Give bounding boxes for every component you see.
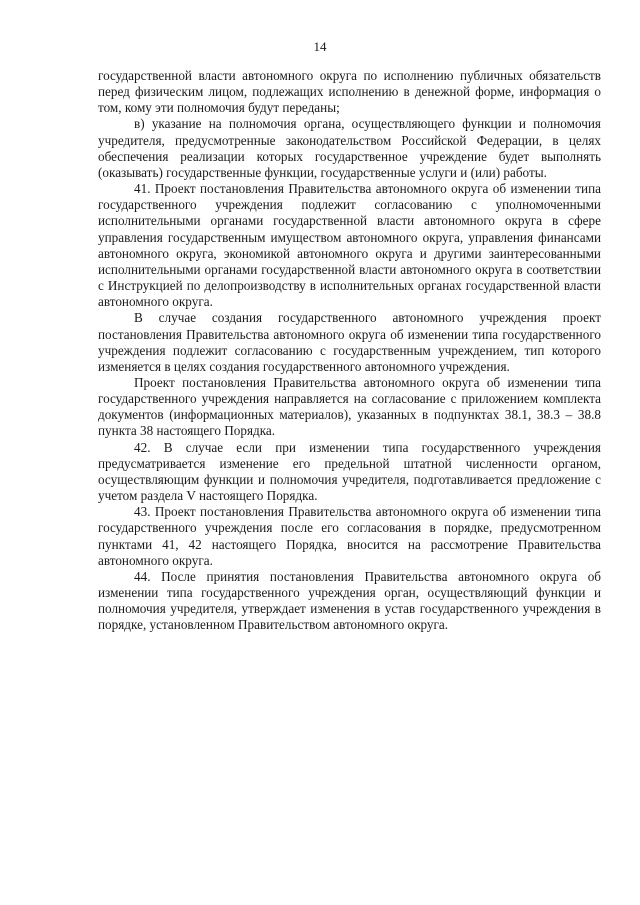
paragraph-41-approval: Проект постановления Правительства автономного округа об изменении типа государственного учреждения направляется на согласование с приложением комплекта документов (информационных материалов), указанных в подпунктах 38.1, 38.3 – 38.8 пункта 38 настоящего Порядка. (98, 374, 601, 439)
paragraph-41-autonomous: В случае создания государственного автономного учреждения проект постановления Правительства автономного округа об изменении типа государственного учреждения подлежит согласованию с государственным учреждением, тип которого изменяется в целях создания государственного автономного учреждения. (98, 310, 601, 374)
page-number: 14 (313, 39, 327, 54)
document-body (98, 68, 601, 633)
paragraph-41: 41. Проект постановления Правительства автономного округа об изменении типа государственного учреждения подлежит согласованию с уполномоченными исполнительными органами государственной власти автономного округа в сфере управления государственным имуществом автономного округа, управления финансами автономного округа, экономикой автономного округа и другими заинтересованными исполнительными органами государственной власти автономного округа в соответствии с Инструкцией по делопроизводству в исполнительных органах государственной власти автономного округа. (98, 181, 601, 310)
paragraph-44: 44. После принятия постановления Правительства автономного округа об изменении типа государственного учреждения орган, осуществляющий функции и полномочия учредителя, утверждает изменения в устав государственного учреждения в порядке, установленном Правительством автономного округа. (98, 568, 601, 633)
paragraph-42: 42. В случае если при изменении типа государственного учреждения предусматривается изменение его предельной штатной численности органом, осуществляющим функции и полномочия учредителя, подготавливается предложение с учетом раздела V настоящего Порядка. (98, 439, 601, 504)
paragraph-43: 43. Проект постановления Правительства автономного округа об изменении типа государственного учреждения после его согласования в порядке, предусмотренном пунктами 41, 42 настоящего Порядка, вносится на рассмотрение Правительства автономного округа. (98, 504, 601, 568)
paragraph-continuation: государственной власти автономного округа по исполнению публичных обязательств перед физическим лицом, подлежащих исполнению в денежной форме, информация о том, кому эти полномочия будут переданы; (98, 68, 601, 116)
paragraph-item-v: в) указание на полномочия органа, осуществляющего функции и полномочия учредителя, предусмотренные законодательством Российской Федерации, в целях обеспечения реализации которых государственное учреждение будет выполнять (оказывать) государственные функции, государственные услуги и (или) работы. (98, 116, 601, 180)
